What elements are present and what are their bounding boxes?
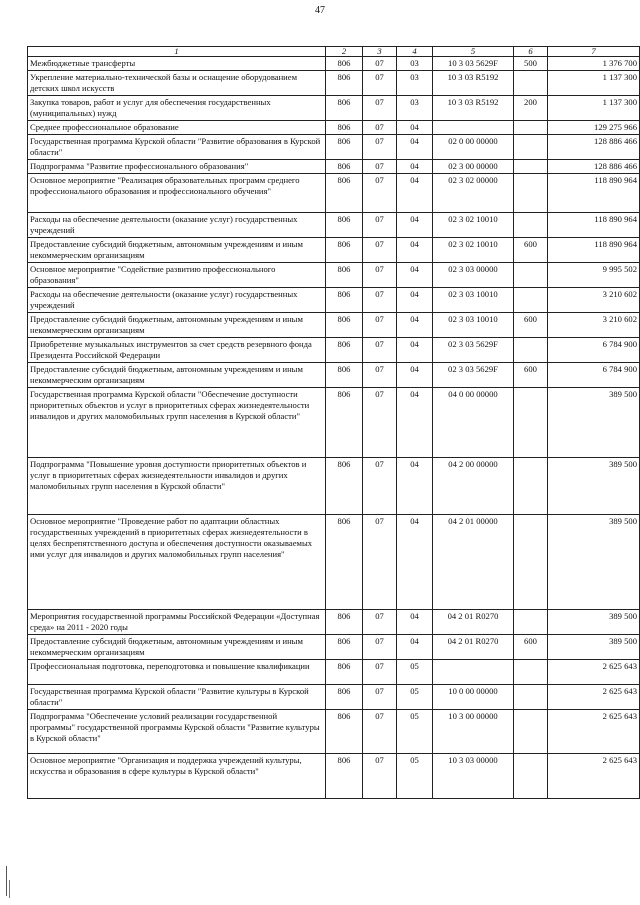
table-row [28,685,640,710]
row-value-cell: 04 [397,610,433,635]
row-value-cell [514,388,548,458]
row-value-cell: 02 3 02 10010 [433,213,514,238]
row-name-cell: Подпрограмма "Развитие профессионального образования" [28,160,326,174]
row-value-cell: 10 0 00 00000 [433,685,514,710]
row-value-cell: 806 [326,685,363,710]
row-name-cell: Подпрограмма "Повышение уровня доступности приоритетных объектов и услуг в приоритетных сферах жизнедеятельности инвалидов и других маломобильных групп населения в Курской области" [28,458,326,515]
row-value-cell [514,660,548,685]
row-value-cell: 04 [397,174,433,213]
table-row [28,388,640,458]
row-value-cell: 600 [514,635,548,660]
row-value-cell: 03 [397,71,433,96]
row-name-cell: Расходы на обеспечение деятельности (оказание услуг) государственных учреждений [28,288,326,313]
row-value-cell [514,160,548,174]
table-row [28,363,640,388]
row-value-cell: 806 [326,458,363,515]
row-value-cell: 389 500 [548,458,640,515]
row-value-cell: 806 [326,515,363,610]
row-value-cell [514,213,548,238]
row-name-cell: Среднее профессиональное образование [28,121,326,135]
row-value-cell: 07 [363,754,397,799]
row-value-cell: 600 [514,313,548,338]
row-value-cell: 806 [326,710,363,754]
table-row [28,458,640,515]
row-value-cell: 389 500 [548,388,640,458]
row-value-cell [514,71,548,96]
row-value-cell [514,610,548,635]
row-value-cell: 02 3 03 5629F [433,363,514,388]
row-name-cell: Расходы на обеспечение деятельности (оказание услуг) государственных учреждений [28,213,326,238]
table-row [28,213,640,238]
row-value-cell: 806 [326,174,363,213]
row-value-cell: 02 3 00 00000 [433,160,514,174]
row-value-cell: 02 3 02 00000 [433,174,514,213]
row-value-cell: 806 [326,238,363,263]
row-value-cell: 118 890 964 [548,213,640,238]
row-value-cell: 05 [397,660,433,685]
row-value-cell [514,135,548,160]
row-value-cell: 04 [397,213,433,238]
row-name-cell: Подпрограмма "Обеспечение условий реализации государственной программы" государственной программы Курской области "Развитие культуры в Курской области" [28,710,326,754]
row-value-cell: 04 [397,238,433,263]
table-row [28,160,640,174]
row-value-cell: 806 [326,660,363,685]
page-number: 47 [315,5,325,16]
row-value-cell: 07 [363,96,397,121]
row-value-cell: 806 [326,135,363,160]
row-value-cell: 02 3 03 5629F [433,338,514,363]
row-value-cell: 07 [363,160,397,174]
row-value-cell: 806 [326,363,363,388]
row-value-cell: 07 [363,515,397,610]
row-value-cell: 04 2 01 R0270 [433,610,514,635]
row-name-cell: Укрепление материально-технической базы и оснащение оборудованием детских школ искусств [28,71,326,96]
row-value-cell: 806 [326,57,363,71]
table-row [28,238,640,263]
row-value-cell: 05 [397,710,433,754]
row-value-cell: 07 [363,610,397,635]
row-value-cell: 806 [326,635,363,660]
row-name-cell: Основное мероприятие "Проведение работ по адаптации областных государственных учреждений в приоритетных сферах жизнедеятельности в целях беспрепятственного доступа и обеспечения доступности оказываемых ими услуг для инвалидов и других маломобильных групп населения" [28,515,326,610]
row-value-cell: 04 [397,160,433,174]
header-cell: 5 [433,47,514,57]
row-value-cell [514,515,548,610]
budget-table [27,46,640,799]
row-value-cell: 806 [326,610,363,635]
row-name-cell: Приобретение музыкальных инструментов за счет средств резервного фонда Президента Российской Федерации [28,338,326,363]
row-value-cell [433,121,514,135]
header-cell: 3 [363,47,397,57]
row-value-cell: 806 [326,754,363,799]
table-row [28,635,640,660]
row-value-cell: 1 137 300 [548,71,640,96]
row-value-cell: 04 [397,635,433,660]
row-value-cell: 04 [397,288,433,313]
table-row [28,71,640,96]
row-value-cell: 05 [397,685,433,710]
row-value-cell: 02 3 03 10010 [433,313,514,338]
row-value-cell: 07 [363,121,397,135]
table-row [28,121,640,135]
table-row [28,610,640,635]
row-value-cell: 07 [363,388,397,458]
row-value-cell: 10 3 03 R5192 [433,71,514,96]
row-value-cell: 118 890 964 [548,174,640,213]
row-value-cell: 128 886 466 [548,135,640,160]
row-value-cell: 806 [326,388,363,458]
row-name-cell: Основное мероприятие "Реализация образовательных программ среднего профессионального образования и профессионального обучения" [28,174,326,213]
row-name-cell: Межбюджетные трансферты [28,57,326,71]
row-value-cell: 10 3 00 00000 [433,710,514,754]
row-name-cell: Основное мероприятие "Содействие развитию профессионального образования" [28,263,326,288]
table-row [28,288,640,313]
row-value-cell: 03 [397,96,433,121]
row-name-cell: Государственная программа Курской области "Развитие культуры в Курской области" [28,685,326,710]
row-value-cell: 07 [363,710,397,754]
row-value-cell: 07 [363,135,397,160]
row-value-cell: 04 [397,121,433,135]
row-value-cell [514,288,548,313]
row-value-cell: 806 [326,160,363,174]
row-value-cell: 200 [514,96,548,121]
row-value-cell: 02 3 03 10010 [433,288,514,313]
row-value-cell [514,685,548,710]
row-value-cell: 2 625 643 [548,754,640,799]
header-cell: 1 [28,47,326,57]
scan-margin-mark [6,866,7,896]
row-value-cell: 389 500 [548,515,640,610]
table-row [28,710,640,754]
row-value-cell: 07 [363,338,397,363]
row-value-cell: 07 [363,174,397,213]
row-value-cell: 04 [397,338,433,363]
row-value-cell: 389 500 [548,635,640,660]
row-value-cell: 1 137 300 [548,96,640,121]
row-value-cell: 04 0 00 00000 [433,388,514,458]
table-header-row [28,47,640,57]
row-value-cell: 600 [514,363,548,388]
row-value-cell: 6 784 900 [548,363,640,388]
row-value-cell: 04 [397,135,433,160]
row-value-cell: 05 [397,754,433,799]
row-value-cell: 07 [363,71,397,96]
table-row [28,135,640,160]
header-cell: 4 [397,47,433,57]
row-value-cell: 6 784 900 [548,338,640,363]
row-value-cell [514,263,548,288]
row-value-cell: 04 [397,388,433,458]
row-value-cell: 500 [514,57,548,71]
row-name-cell: Закупка товаров, работ и услуг для обеспечения государственных (муниципальных) нужд [28,96,326,121]
row-value-cell: 2 625 643 [548,660,640,685]
row-value-cell: 9 995 502 [548,263,640,288]
row-name-cell: Предоставление субсидий бюджетным, автономным учреждениям и иным некоммерческим организациям [28,238,326,263]
table-row [28,754,640,799]
row-value-cell [433,660,514,685]
row-value-cell: 806 [326,96,363,121]
row-value-cell: 10 3 03 5629F [433,57,514,71]
row-value-cell [514,174,548,213]
row-value-cell: 2 625 643 [548,685,640,710]
row-value-cell: 10 3 03 00000 [433,754,514,799]
table-row [28,174,640,213]
table-row [28,263,640,288]
row-value-cell: 806 [326,121,363,135]
row-value-cell [514,710,548,754]
table-row [28,57,640,71]
row-value-cell: 02 3 03 00000 [433,263,514,288]
row-value-cell: 129 275 966 [548,121,640,135]
row-value-cell: 389 500 [548,610,640,635]
row-value-cell: 07 [363,238,397,263]
row-value-cell: 02 3 02 10010 [433,238,514,263]
table-row [28,660,640,685]
row-value-cell: 07 [363,213,397,238]
row-value-cell: 04 2 00 00000 [433,458,514,515]
row-value-cell: 3 210 602 [548,313,640,338]
row-value-cell: 806 [326,338,363,363]
table-row [28,313,640,338]
row-value-cell: 04 2 01 00000 [433,515,514,610]
row-value-cell: 806 [326,213,363,238]
row-value-cell: 04 [397,363,433,388]
table-row [28,515,640,610]
row-value-cell: 07 [363,263,397,288]
row-value-cell: 04 2 01 R0270 [433,635,514,660]
row-value-cell: 07 [363,660,397,685]
row-value-cell: 806 [326,288,363,313]
row-value-cell: 03 [397,57,433,71]
row-value-cell [514,458,548,515]
row-value-cell: 04 [397,458,433,515]
row-name-cell: Предоставление субсидий бюджетным, автономным учреждениям и иным некоммерческим организациям [28,635,326,660]
row-value-cell: 04 [397,263,433,288]
row-value-cell: 07 [363,313,397,338]
header-cell: 7 [548,47,640,57]
row-value-cell: 806 [326,313,363,338]
header-cell: 6 [514,47,548,57]
row-value-cell: 806 [326,71,363,96]
row-value-cell [514,338,548,363]
row-name-cell: Предоставление субсидий бюджетным, автономным учреждениям и иным некоммерческим организациям [28,313,326,338]
row-value-cell: 07 [363,458,397,515]
header-cell: 2 [326,47,363,57]
row-name-cell: Государственная программа Курской области "Обеспечение доступности приоритетных объектов и услуг в приоритетных сферах жизнедеятельности инвалидов и других маломобильных групп населения в Курской области" [28,388,326,458]
row-value-cell: 1 376 700 [548,57,640,71]
row-value-cell: 806 [326,263,363,288]
row-value-cell: 118 890 964 [548,238,640,263]
row-value-cell [514,754,548,799]
row-name-cell: Профессиональная подготовка, переподготовка и повышение квалификации [28,660,326,685]
row-value-cell: 02 0 00 00000 [433,135,514,160]
row-value-cell: 3 210 602 [548,288,640,313]
row-value-cell: 07 [363,685,397,710]
scan-margin-mark [9,880,10,898]
row-value-cell: 07 [363,363,397,388]
row-value-cell: 128 886 466 [548,160,640,174]
table-row [28,338,640,363]
row-name-cell: Государственная программа Курской области "Развитие образования в Курской области" [28,135,326,160]
row-value-cell: 07 [363,57,397,71]
row-name-cell: Предоставление субсидий бюджетным, автономным учреждениям и иным некоммерческим организациям [28,363,326,388]
row-value-cell: 07 [363,288,397,313]
row-value-cell: 04 [397,515,433,610]
row-value-cell: 10 3 03 R5192 [433,96,514,121]
row-value-cell: 07 [363,635,397,660]
row-value-cell: 2 625 643 [548,710,640,754]
row-value-cell: 04 [397,313,433,338]
row-name-cell: Основное мероприятие "Организация и поддержка учреждений культуры, искусства и образования в сфере культуры в Курской области" [28,754,326,799]
table-row [28,96,640,121]
row-value-cell: 600 [514,238,548,263]
row-value-cell [514,121,548,135]
row-name-cell: Мероприятия государственной программы Российской Федерации «Доступная среда» на 2011 - 2020 годы [28,610,326,635]
